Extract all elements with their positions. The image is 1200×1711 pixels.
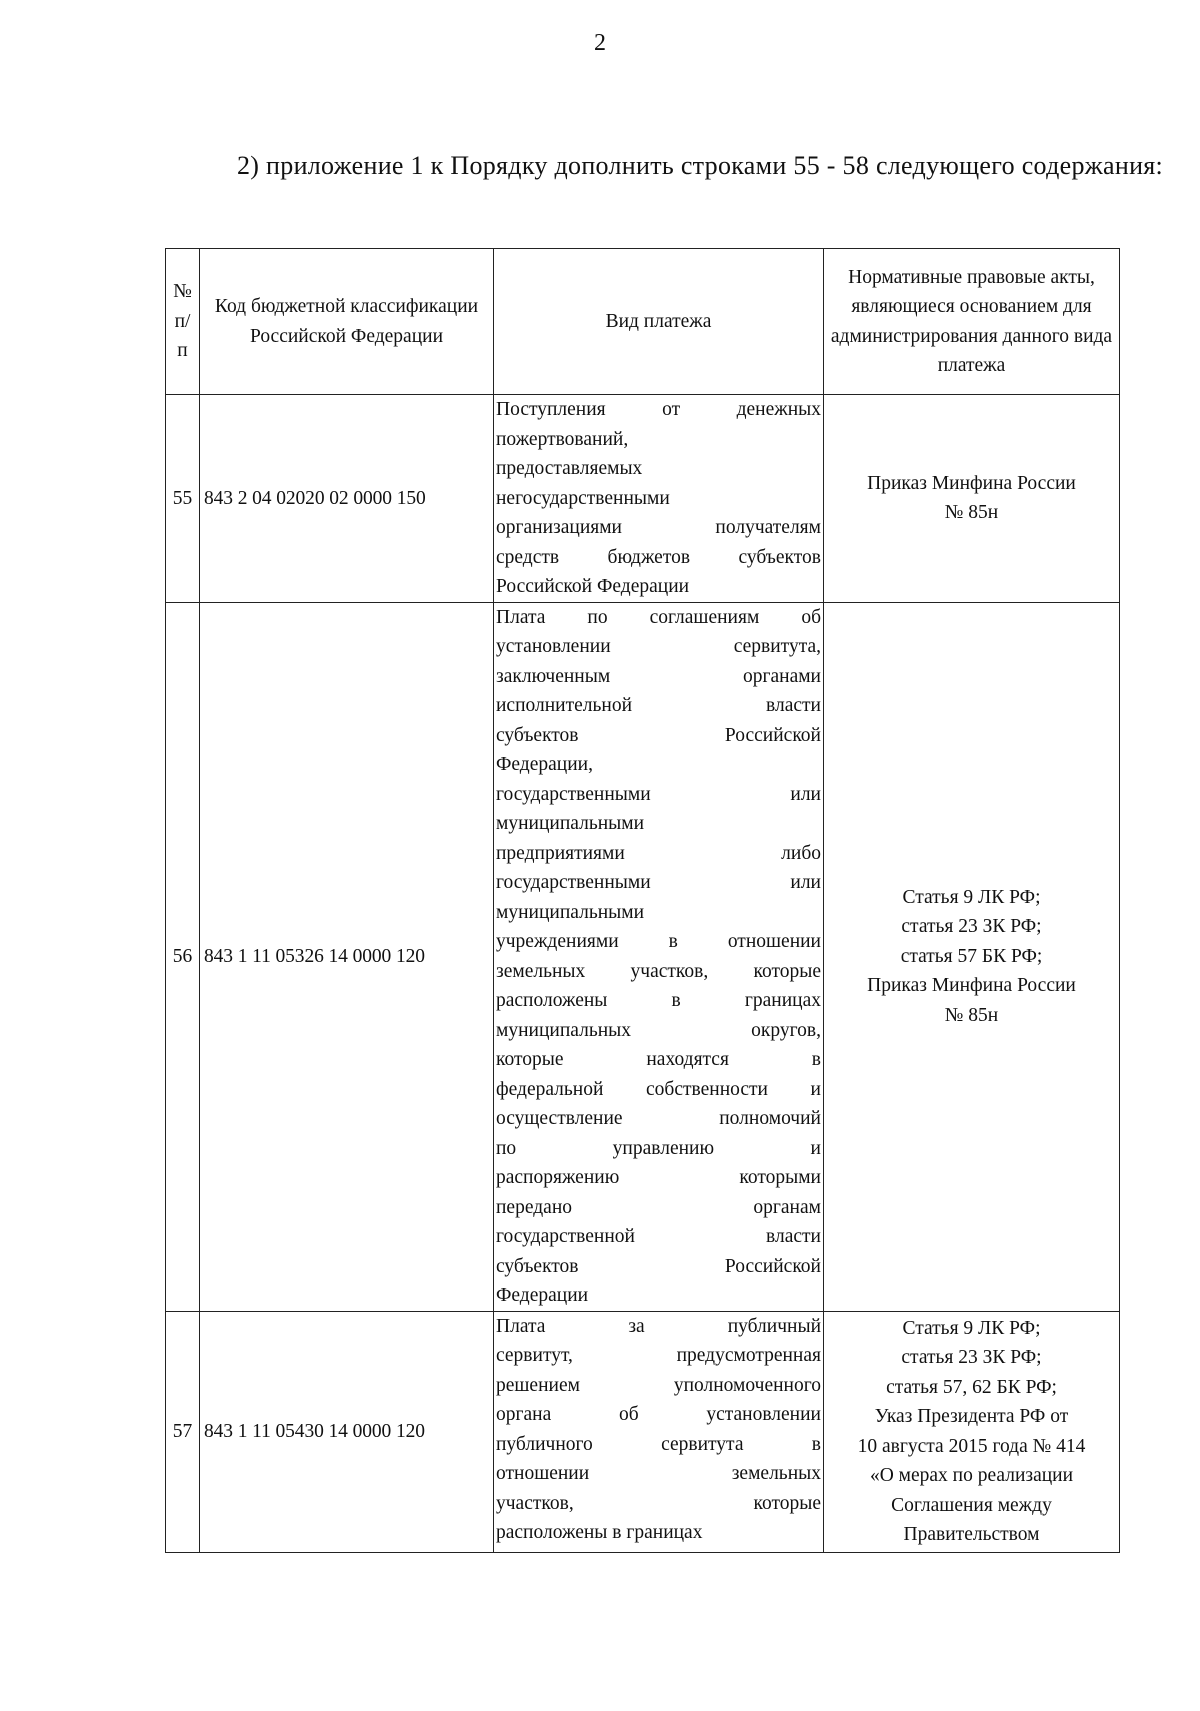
payment-kind-line: отношении земельных	[496, 1463, 821, 1484]
legal-acts	[824, 602, 1120, 1311]
legal-act-line: Приказ Минфина России	[867, 472, 1076, 494]
legal-act-line: Статья 9 ЛК РФ;	[902, 886, 1041, 908]
table-row	[166, 602, 1120, 1311]
table-header-row	[166, 249, 1120, 395]
payment-kind-line: распоряжению которыми	[496, 1167, 821, 1188]
payment-kind-line: публичного сервитута в	[496, 1433, 821, 1455]
legal-act-line: № 85н	[944, 1004, 999, 1026]
payments-table	[165, 248, 1120, 1553]
legal-acts	[824, 395, 1120, 603]
payment-kind-line: федеральной собственности и	[496, 1078, 821, 1100]
payment-kind-line: Поступления от денежных	[496, 399, 821, 420]
header-num: № п/п	[166, 249, 200, 395]
table-row	[166, 395, 1120, 603]
payment-kind-line: организациями получателям	[496, 517, 821, 538]
legal-act-line: Правительством	[903, 1524, 1040, 1545]
payment-kind-line: передано органам	[496, 1196, 821, 1218]
header-code: Код бюджетной классификации Российской Федерации	[200, 249, 494, 395]
budget-code: 843 1 11 05326 14 0000 120	[200, 602, 494, 1311]
payment-kind-line: заключенным органами	[496, 665, 821, 687]
payment-kind-line: субъектов Российской	[496, 1255, 821, 1277]
legal-act-line: Приказ Минфина России	[867, 975, 1076, 997]
payment-kind-line: осуществление полномочий	[496, 1108, 821, 1129]
payment-kind-line: расположены в границах	[496, 1522, 703, 1543]
payment-kind-line: субъектов Российской	[496, 724, 821, 746]
payment-kind-line: Российской Федерации	[496, 576, 690, 597]
payment-kind-line: предприятиями либо	[496, 842, 821, 864]
payment-kind-line: муниципальными	[496, 901, 645, 923]
payment-kind-line: по управлению и	[496, 1137, 821, 1159]
payment-kind-line: негосударственными	[496, 487, 670, 509]
row-number: 57	[166, 1311, 200, 1552]
legal-act-line: статья 57, 62 БК РФ;	[886, 1376, 1057, 1398]
payment-kind-line: средств бюджетов субъектов	[496, 546, 821, 568]
intro-paragraph: 2) приложение 1 к Порядку дополнить строками 55 - 58 следующего содержания:	[237, 151, 1164, 180]
header-acts: Нормативные правовые акты, являющиеся основанием для администрирования данного вида платежа	[824, 249, 1120, 395]
payment-kind-line: Плата за публичный	[496, 1315, 821, 1337]
payment-kind-line: Федерации,	[496, 754, 593, 775]
payment-kind-line: сервитут, предусмотренная	[496, 1345, 821, 1366]
payment-kind-line: расположены в границах	[496, 990, 821, 1011]
legal-act-line: статья 23 ЗК РФ;	[901, 916, 1042, 938]
legal-act-line: Указ Президента РФ от	[874, 1406, 1069, 1427]
payment-kind-line: муниципальных округов,	[496, 1019, 821, 1041]
legal-act-line: статья 57 БК РФ;	[900, 945, 1043, 967]
table-row	[166, 1311, 1120, 1552]
row-number: 56	[166, 602, 200, 1311]
payment-kind-line: исполнительной власти	[496, 695, 821, 716]
payment-kind-line: участков, которые	[496, 1492, 821, 1514]
payment-kind-line: государственной власти	[496, 1226, 821, 1247]
payment-kind-line: предоставляемых	[496, 458, 643, 479]
payment-kind-line: установлении сервитута,	[496, 636, 821, 657]
payment-kind-line: пожертвований,	[496, 428, 629, 450]
legal-acts	[824, 1311, 1120, 1552]
budget-code: 843 1 11 05430 14 0000 120	[200, 1311, 494, 1552]
budget-code: 843 2 04 02020 02 0000 150	[200, 395, 494, 603]
legal-act-line: 10 августа 2015 года № 414	[857, 1435, 1086, 1457]
payment-kind-line: учреждениями в отношении	[496, 931, 821, 952]
payment-kind-line: земельных участков, которые	[496, 960, 821, 982]
payment-kind-line: Плата по соглашениям об	[496, 606, 821, 628]
payment-kind	[494, 602, 824, 1311]
legal-act-line: статья 23 ЗК РФ;	[901, 1347, 1042, 1368]
table-body	[166, 395, 1120, 1553]
legal-act-line: Статья 9 ЛК РФ;	[902, 1317, 1041, 1339]
row-number: 55	[166, 395, 200, 603]
payment-kind-line: решением уполномоченного	[496, 1374, 821, 1396]
payment-kind-line: государственными или	[496, 872, 821, 893]
page-number: 2	[594, 30, 606, 56]
legal-act-line: «О мерах по реализации	[869, 1465, 1074, 1486]
payment-kind-line: которые находятся в	[496, 1049, 821, 1070]
payment-kind-line: муниципальными	[496, 813, 645, 834]
payment-kind-line: органа об установлении	[496, 1404, 821, 1425]
payment-kind	[494, 1311, 824, 1552]
payment-kind-line: Федерации	[496, 1285, 589, 1306]
header-kind: Вид платежа	[494, 249, 824, 395]
payment-kind	[494, 395, 824, 603]
payment-kind-line: государственными или	[496, 783, 821, 805]
legal-act-line: № 85н	[944, 502, 999, 524]
legal-act-line: Соглашения между	[891, 1494, 1052, 1516]
